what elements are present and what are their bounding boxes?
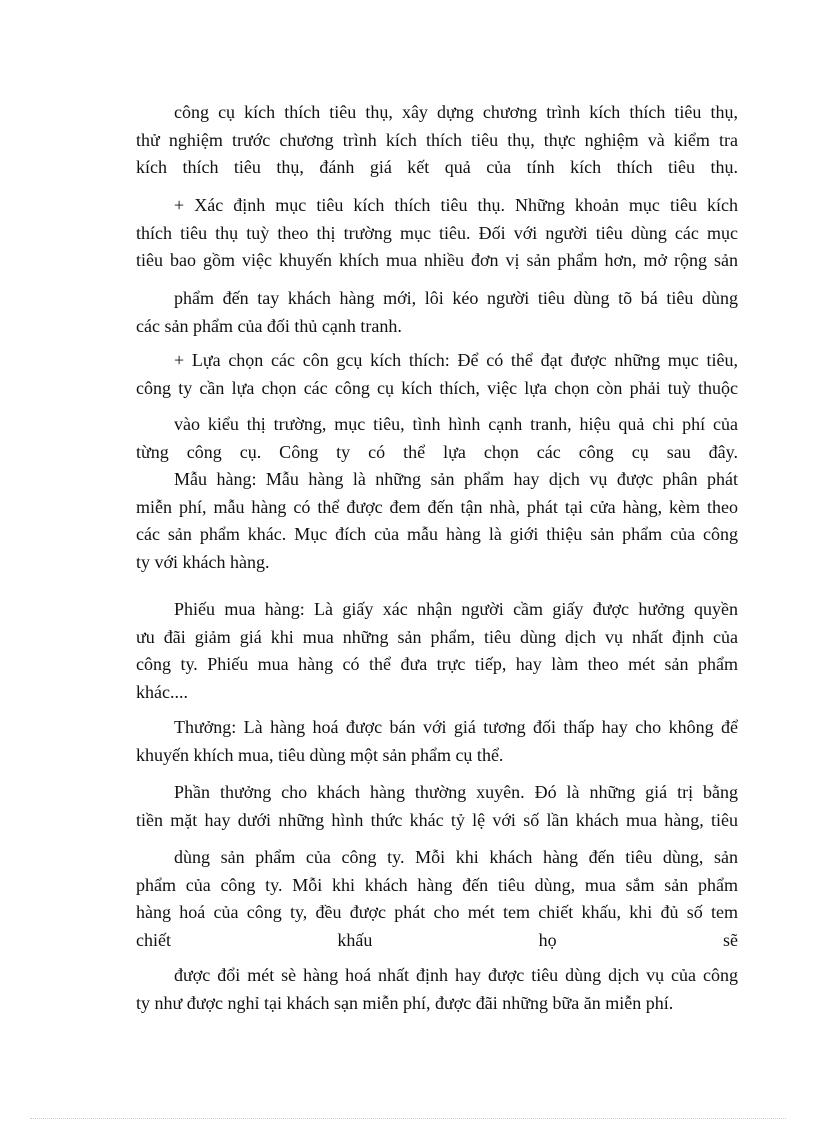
text-line: phẩm của công ty. Mỗi khi khách hàng đến tiêu dùng, mua sắm sản phẩm: [136, 874, 738, 895]
paragraph-3: [136, 285, 738, 340]
text-line: + Lựa chọn các côn gcụ kích thích: Để có thể đạt được những mục tiêu,: [174, 350, 738, 370]
text-line: Phiếu mua hàng: Là giấy xác nhận người cầm giấy được hưởng quyền: [174, 599, 738, 619]
paragraph-9: [136, 844, 738, 954]
text-line: từng công cụ. Công ty có thể lựa chọn các công cụ sau đây.: [136, 441, 738, 462]
paragraph-8: [136, 779, 738, 834]
paragraph-7: [136, 714, 738, 769]
text-line: Thưởng: Là hàng hoá được bán với giá tương đối thấp hay cho không để: [174, 717, 738, 737]
text-line: miễn phí, mẫu hàng có thể được đem đến tận nhà, phát tại cửa hàng, kèm theo: [136, 496, 738, 517]
text-line: + Xác định mục tiêu kích thích tiêu thụ. Những khoản mục tiêu kích: [174, 195, 738, 215]
text-line: kích thích tiêu thụ, đánh giá kết quả của tính kích thích tiêu thụ.: [136, 157, 738, 177]
text-line: vào kiểu thị trường, mục tiêu, tình hình cạnh tranh, hiệu quả chi phí của: [174, 414, 738, 434]
page-bottom-divider: [30, 1118, 786, 1119]
paragraph-10: [136, 962, 738, 1017]
text-line: ưu đãi giảm giá khi mua những sản phẩm, tiêu dùng dịch vụ nhất định của: [136, 626, 738, 647]
text-line: chiết khấu họ sẽ: [136, 929, 738, 950]
text-line: khuyến khích mua, tiêu dùng một sản phẩm cụ thể.: [136, 744, 504, 765]
text-line: Mẫu hàng: Mẫu hàng là những sản phẩm hay dịch vụ được phân phát: [174, 469, 738, 489]
text-line: được đổi mét sè hàng hoá nhất định hay được tiêu dùng dịch vụ của công: [174, 965, 738, 985]
paragraph-5: [136, 411, 738, 576]
text-line: công ty cần lựa chọn các công cụ kích thích, việc lựa chọn còn phải tuỳ thuộc: [136, 377, 738, 398]
text-line: tiêu bao gồm việc khuyến khích mua nhiều đơn vị sản phẩm hơn, mở rộng sản: [136, 250, 738, 270]
paragraph-4: [136, 347, 738, 402]
text-line: phẩm đến tay khách hàng mới, lôi kéo người tiêu dùng tõ bá tiêu dùng: [174, 288, 738, 308]
paragraph-6: [136, 596, 738, 706]
paragraph-1: [136, 99, 738, 182]
paragraph-2: [136, 192, 738, 275]
text-line: ty như được nghỉ tại khách sạn miễn phí, được đãi những bữa ăn miễn phí.: [136, 992, 674, 1013]
text-line: tiền mặt hay dưới những hình thức khác tỷ lệ với số lần khách mua hàng, tiêu: [136, 809, 738, 830]
text-line: thích tiêu thụ tuỳ theo thị trường mục tiêu. Đối với người tiêu dùng các mục: [136, 222, 738, 243]
text-line: hàng hoá của công ty, đều được phát cho mét tem chiết khấu, khi đủ số tem: [136, 902, 738, 922]
text-line: công cụ kích thích tiêu thụ, xây dựng chương trình kích thích tiêu thụ,: [174, 102, 738, 122]
text-line: Phần thưởng cho khách hàng thường xuyên. Đó là những giá trị bằng: [174, 782, 738, 802]
text-line: khác....: [136, 681, 188, 702]
text-line: dùng sản phẩm của công ty. Mỗi khi khách hàng đến tiêu dùng, sản: [174, 847, 738, 867]
text-line: thử nghiệm trước chương trình kích thích tiêu thụ, thực nghiệm và kiểm tra: [136, 129, 738, 150]
text-line: công ty. Phiếu mua hàng có thể đưa trực tiếp, hay làm theo mét sản phẩm: [136, 654, 738, 674]
text-line: các sản phẩm của đối thủ cạnh tranh.: [136, 315, 402, 336]
text-line: các sản phẩm khác. Mục đích của mẫu hàng là giới thiệu sản phẩm của công: [136, 524, 738, 544]
text-line: ty với khách hàng.: [136, 551, 270, 572]
